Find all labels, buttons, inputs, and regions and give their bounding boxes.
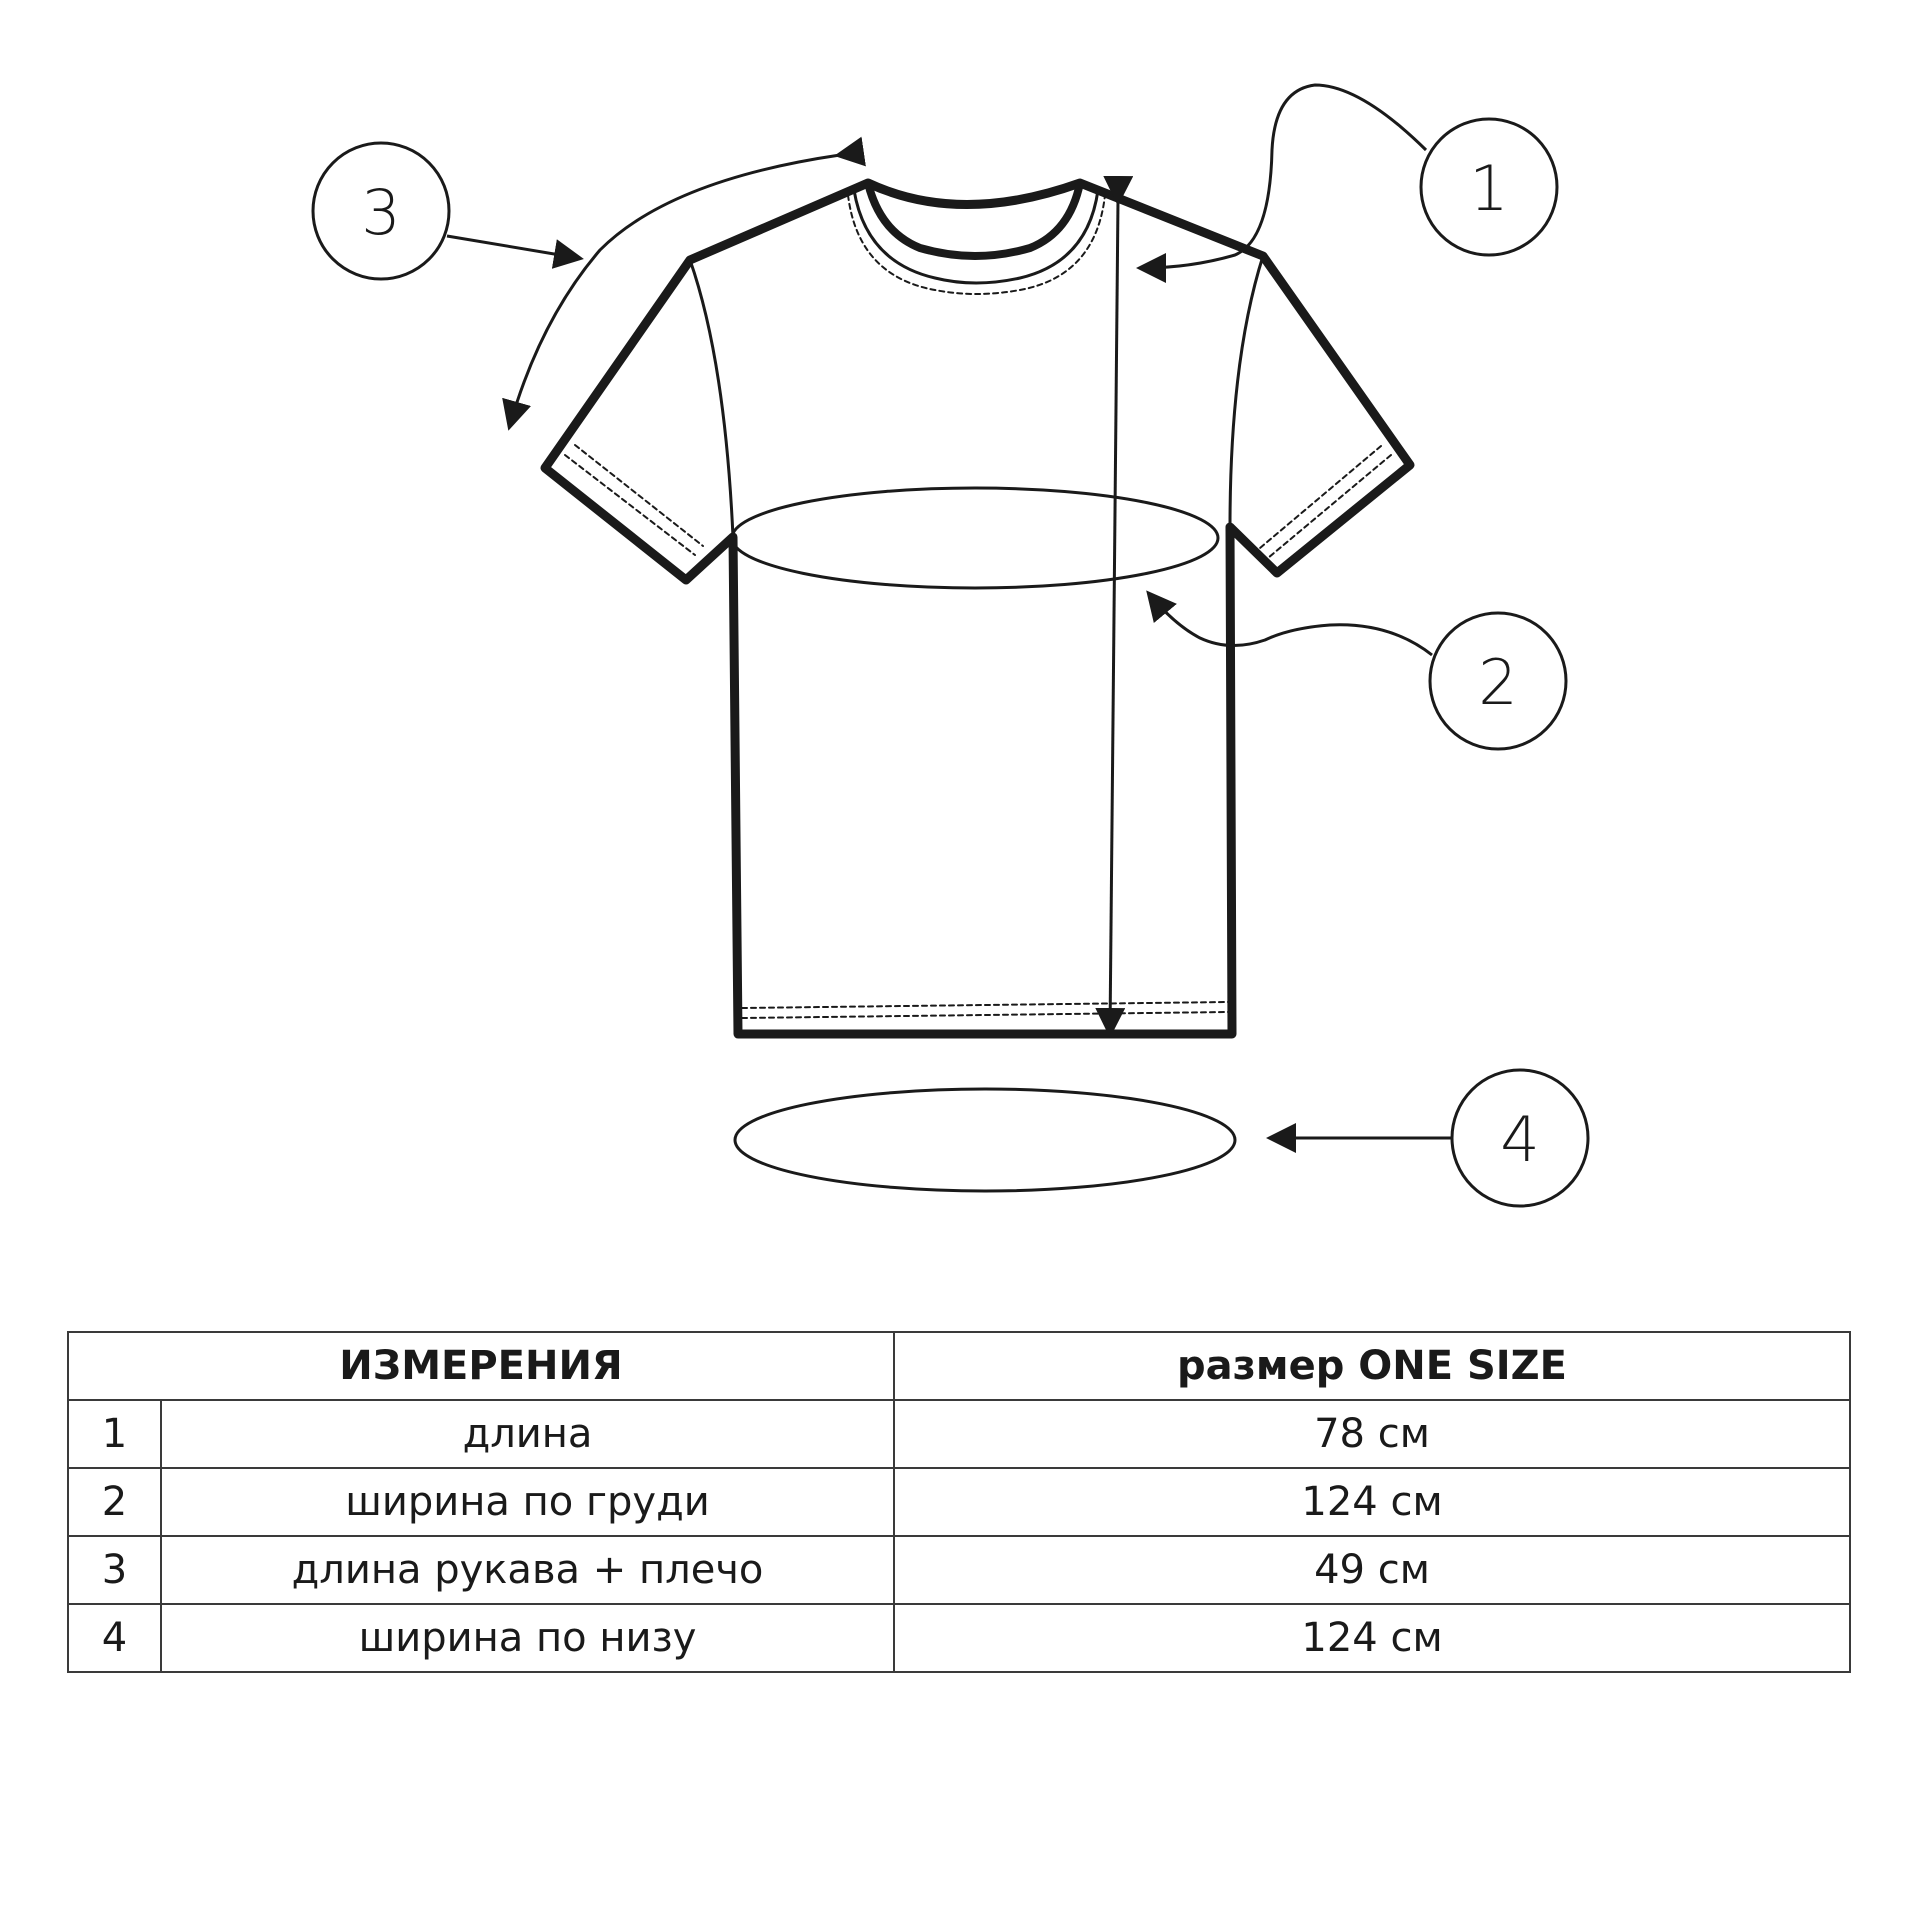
marker-3 [313, 143, 449, 279]
row-measurement-name: длина [161, 1400, 894, 1468]
marker-2-label: 2 [1478, 646, 1518, 719]
size-table [67, 1331, 1851, 1673]
sleeve-length-arrow [510, 155, 840, 425]
row-number: 3 [68, 1536, 161, 1604]
marker-3-label: 3 [361, 176, 401, 249]
right-sleeve-stitch-1 [1268, 455, 1391, 558]
marker-2 [1430, 613, 1566, 749]
row-number: 1 [68, 1400, 161, 1468]
table-row [68, 1400, 1850, 1468]
hem-stitch-2 [742, 1012, 1228, 1018]
table-row [68, 1604, 1850, 1672]
header-measurements: ИЗМЕРЕНИЯ [68, 1332, 894, 1400]
leader-line-3 [447, 236, 578, 258]
header-size: размер ONE SIZE [894, 1332, 1850, 1400]
row-measurement-value: 49 см [894, 1536, 1850, 1604]
chest-width-ellipse [732, 488, 1218, 588]
left-sleeve-stitch-2 [575, 445, 703, 546]
marker-4-label: 4 [1500, 1103, 1540, 1176]
row-measurement-value: 124 см [894, 1604, 1850, 1672]
row-measurement-value: 124 см [894, 1468, 1850, 1536]
right-armhole-seam [1230, 256, 1263, 527]
row-number: 2 [68, 1468, 161, 1536]
tshirt-outline [545, 183, 1410, 1034]
table-row [68, 1536, 1850, 1604]
row-measurement-value: 78 см [894, 1400, 1850, 1468]
hem-stitch-1 [742, 1002, 1228, 1008]
bottom-width-ellipse [735, 1089, 1235, 1191]
row-number: 4 [68, 1604, 161, 1672]
marker-4 [1452, 1070, 1588, 1206]
tshirt-drawing [545, 183, 1410, 1034]
left-armhole-seam [690, 260, 733, 537]
collar-stitch [848, 195, 1105, 294]
marker-1-label: 1 [1469, 152, 1509, 225]
marker-1 [1421, 119, 1557, 255]
leader-line-1 [1142, 85, 1426, 268]
row-measurement-name: ширина по груди [161, 1468, 894, 1536]
length-arrow [1110, 200, 1118, 1032]
leader-line-2 [1150, 595, 1432, 655]
table-row [68, 1468, 1850, 1536]
table-header-row [68, 1332, 1850, 1400]
row-measurement-name: длина рукава + плечо [161, 1536, 894, 1604]
row-measurement-name: ширина по низу [161, 1604, 894, 1672]
